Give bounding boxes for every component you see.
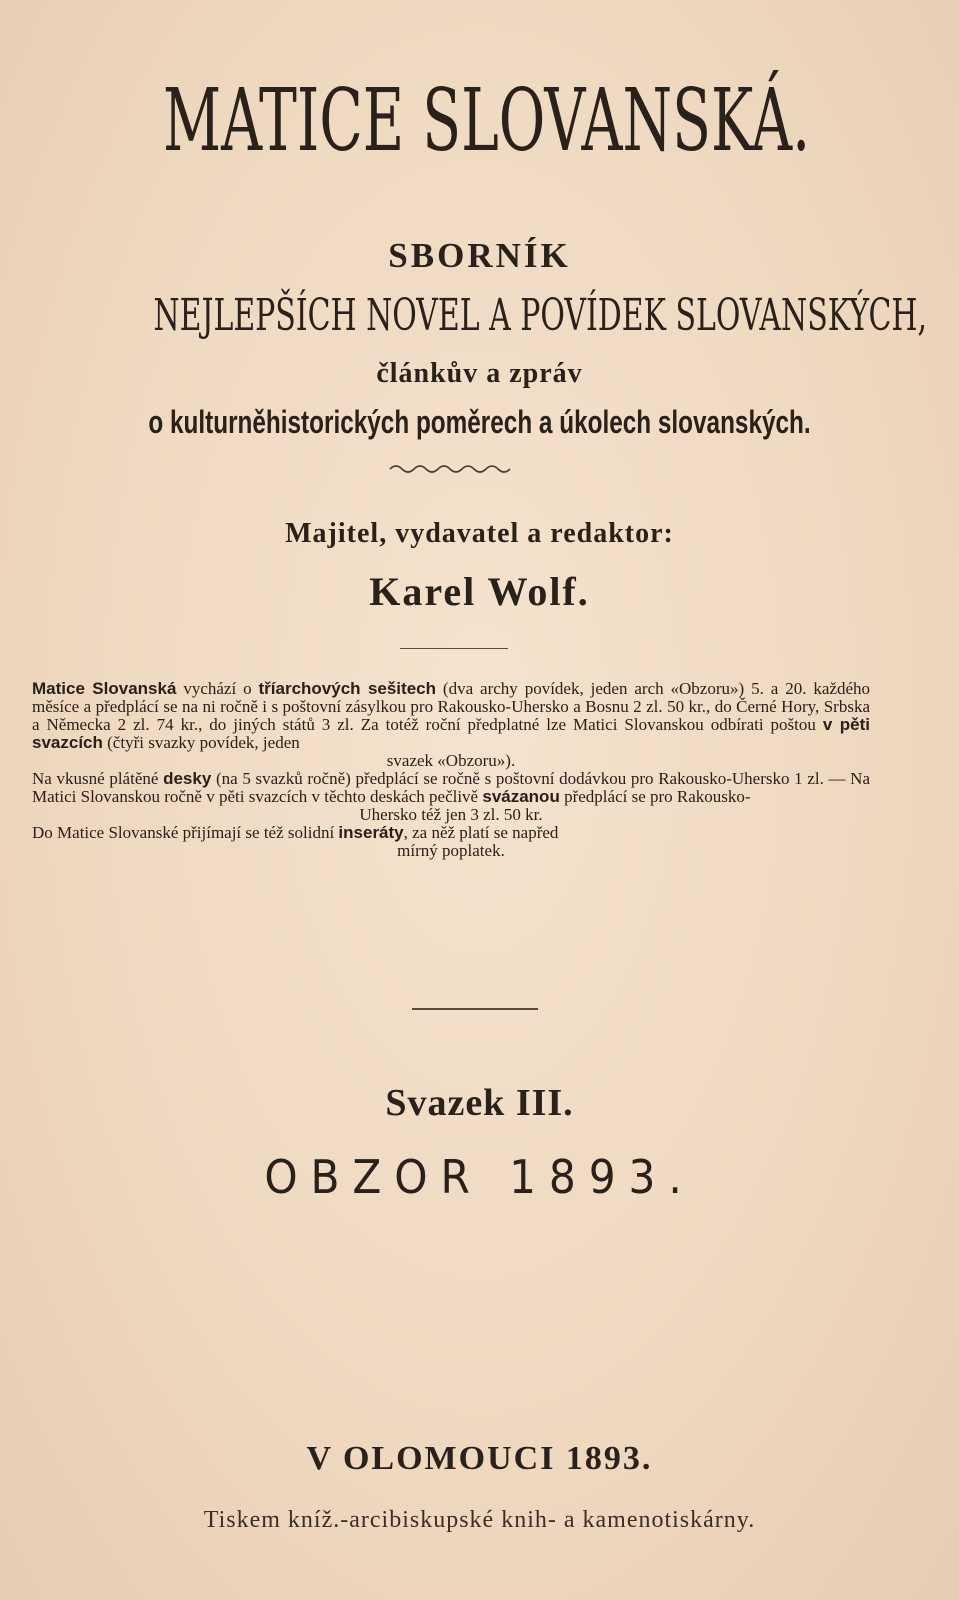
volume-number: Svazek III. (385, 1082, 574, 1124)
volume-title: OBZOR 1893. (264, 1150, 695, 1204)
divider-rule-2 (412, 1008, 538, 1010)
notice-text: vychází o (176, 679, 259, 698)
notice-text: předplácí se pro Rakousko- (559, 787, 751, 806)
notice-text: , za něž platí se napřed (403, 823, 559, 842)
subtitle-culture: o kulturněhistorických poměrech a úkolech slovanských. (148, 404, 811, 440)
notice-bold: tříarchových sešitech (258, 679, 436, 698)
imprint-place: V OLOMOUCI 1893. (306, 1440, 653, 1477)
notice-text: (na 5 svazků ročně) předplácí se ročně s poštovní dodávkou pro Rakousko-Uhersko 1 zl. — Na Matici Slovanskou ročně v pěti svazcích v těchto deskách pečlivě (32, 769, 871, 806)
subtitle-novels: NEJLEPŠÍCH NOVEL A POVÍDEK SLOVANSKÝCH, (153, 290, 927, 341)
subtitle-sbornik: SBORNÍK (388, 236, 571, 275)
ornament-wave (388, 460, 518, 476)
notice-tail: Uhersko též jen 3 zl. 50 kr. (359, 805, 543, 824)
notice-bold: inseráty (338, 823, 404, 842)
subtitle-articles: článkův a zpráv (376, 358, 583, 389)
notice-bold: svázanou (482, 787, 560, 806)
notice-paragraph-3 (32, 824, 870, 860)
notice-bold: Matice Slovanská (32, 679, 177, 698)
notice-text: (dva archy povídek, jeden arch «Obzoru») 5. a 20. každého měsíce a předplácí se na ni ročně i s poštovní zásylkou pro Rakousko-Uhersko a Bosnu 2 zl. 50 kr., do Černé Hory, Srbska a Německa 2 zl. 74 kr., do jiných států 3 zl. Za totéž roční předplatné lze Matici Slovanskou odbírati poštou (32, 679, 871, 734)
journal-title: MATICE SLOVANSKÁ. (163, 71, 811, 171)
owner-name: Karel Wolf. (369, 569, 590, 614)
notice-paragraph-2 (32, 770, 870, 824)
owner-label: Majitel, vydavatel a redaktor: (285, 518, 674, 549)
notice-paragraph-1 (32, 680, 870, 770)
notice-bold: desky (163, 769, 212, 788)
notice-tail: svazek «Obzoru»). (386, 751, 516, 770)
notice-tail: mírný poplatek. (397, 841, 505, 860)
notice-bold: v pěti svazcích (32, 715, 870, 752)
notice-text: Do Matice Slovanské přijímají se též solidní (32, 823, 339, 842)
divider-rule-1 (400, 648, 508, 649)
imprint-printer: Tiskem kníž.-arcibiskupské knih- a kamenotiskárny. (203, 1507, 756, 1533)
subscription-notice (32, 680, 870, 860)
notice-text: (čtyři svazky povídek, jeden (102, 733, 300, 752)
notice-text: Na vkusné plátěné (32, 769, 164, 788)
